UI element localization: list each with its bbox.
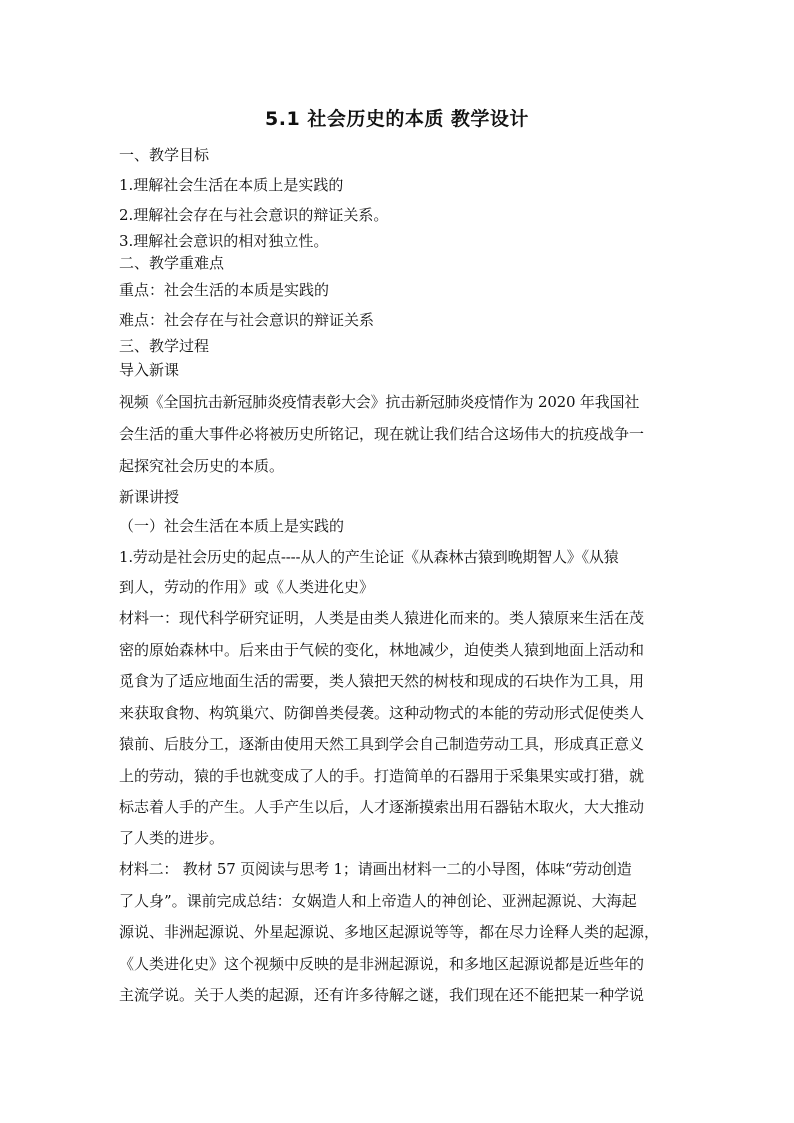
paragraph-line: 起探究社会历史的本质。 (119, 457, 285, 475)
material-one-line: 上的劳动，猿的手也就变成了人的手。打造简单的石器用于采集果实或打猎，就 (119, 767, 645, 785)
subheading-new-lesson: 新课讲授 (119, 488, 180, 506)
material-two-line: 《人类进化史》这个视频中反映的是非洲起源说，和多地区起源说都是近些年的 (119, 955, 645, 973)
material-two-line: 材料二： 教材 57 页阅读与思考 1；请画出材料一二的小导图，体味“劳动创造 (119, 860, 632, 878)
difficult-point: 难点：社会存在与社会意识的辩证关系 (119, 311, 375, 329)
subheading-introduction: 导入新课 (119, 361, 180, 379)
material-two-line: 主流学说。关于人类的起源，还有许多待解之谜，我们现在还不能把某一种学说 (119, 986, 645, 1004)
material-two-line: 了人身”。课前完成总结：女娲造人和上帝造人的神创论、亚洲起源说、大海起 (119, 892, 637, 910)
material-two-line: 源说、非洲起源说、外星起源说、多地区起源说等等，都在尽力诠释人类的起源， (119, 923, 660, 941)
material-one-line: 密的原始森林中。后来由于气候的变化，林地减少，迫使类人猿到地面上活动和 (119, 641, 645, 659)
paragraph-line: 会生活的重大事件必将被历史所铭记，现在就让我们结合这场伟大的抗疫战争一 (119, 425, 645, 443)
subheading-part-one: （一）社会生活在本质上是实践的 (119, 517, 345, 535)
key-point: 重点：社会生活的本质是实践的 (119, 281, 330, 299)
material-one-line: 来获取食物、构筑巢穴、防御兽类侵袭。这种动物式的本能的劳动形式促使类人 (119, 704, 645, 722)
document-title: 5.1 社会历史的本质 教学设计 (265, 108, 529, 130)
material-one-line: 了人类的进步。 (119, 829, 225, 847)
material-one-line: 标志着人手的产生。人手产生以后，人才逐渐摸索出用石器钻木取火，大大推动 (119, 798, 645, 816)
material-one-line: 材料一：现代科学研究证明，人类是由类人猿进化而来的。类人猿原来生活在茂 (119, 609, 645, 627)
material-one-line: 觅食为了适应地面生活的需要，类人猿把天然的树枝和现成的石块作为工具，用 (119, 672, 645, 690)
objective-item-1: 1.理解社会生活在本质上是实践的 (119, 176, 344, 194)
section-heading-key-points: 二、教学重难点 (119, 254, 225, 272)
section-heading-process: 三、教学过程 (119, 337, 210, 355)
paragraph-line: 1.劳动是社会历史的起点----从人的产生论证《从森林古猿到晚期智人》《从猿 (119, 548, 619, 566)
paragraph-line: 视频《全国抗击新冠肺炎疫情表彰大会》抗击新冠肺炎疫情作为 2020 年我国社 (119, 393, 640, 411)
objective-item-3: 3.理解社会意识的相对独立性。 (119, 232, 329, 250)
paragraph-line: 到人，劳动的作用》或《人类进化史》 (119, 578, 375, 596)
section-heading-objectives: 一、教学目标 (119, 146, 210, 164)
objective-item-2: 2.理解社会存在与社会意识的辩证关系。 (119, 206, 389, 224)
material-one-line: 猿前、后肢分工，逐渐由使用天然工具到学会自己制造劳动工具，形成真正意义 (119, 735, 645, 753)
